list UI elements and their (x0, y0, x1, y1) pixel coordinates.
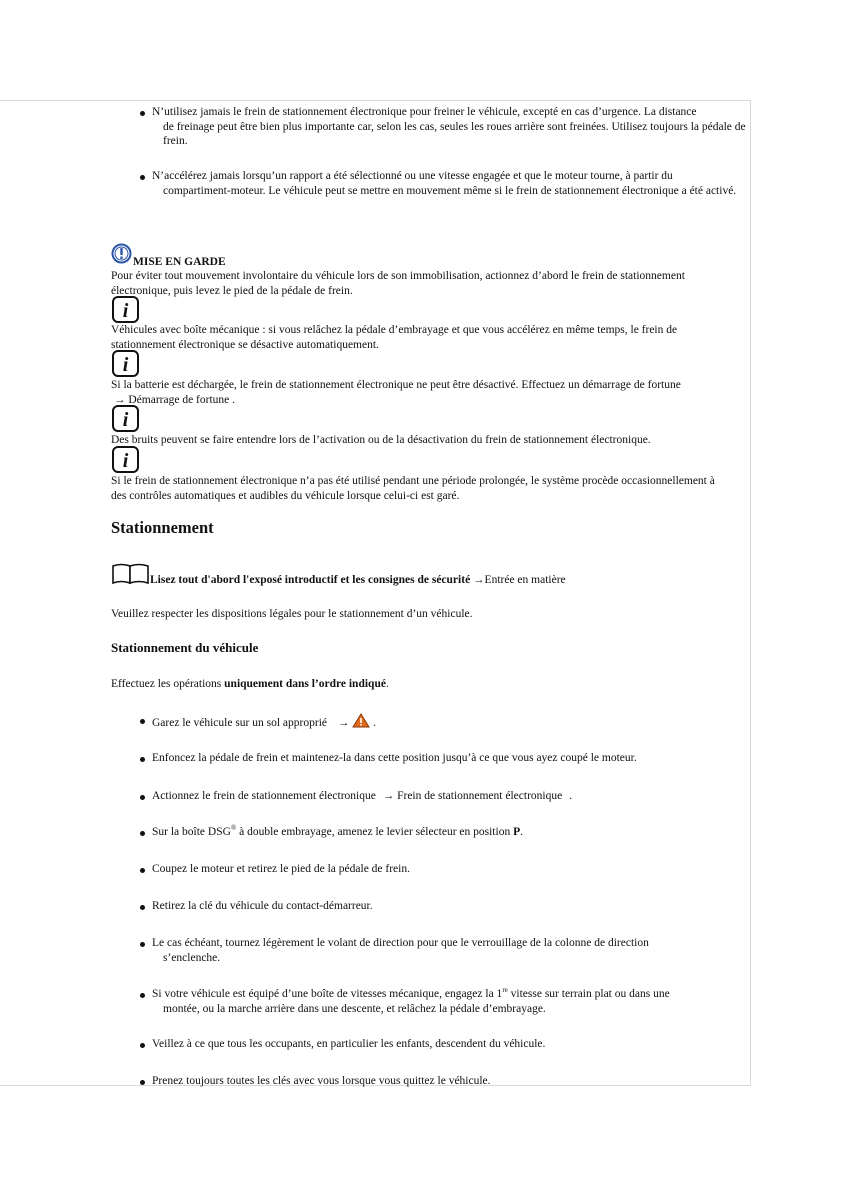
order-text: Effectuez les opérations uniquement dans l’ordre indiqué. (111, 678, 389, 690)
list-item: Sur la boîte DSG® à double embrayage, amenez le levier sélecteur en position P. (137, 825, 752, 840)
book-icon (111, 562, 151, 586)
warning-heading: MISE EN GARDE (133, 256, 226, 268)
list-item: Prenez toujours toutes les clés avec vous lorsque vous quittez le véhicule. (137, 1074, 752, 1089)
list-item (137, 105, 752, 149)
svg-text:i: i (122, 450, 129, 472)
svg-text:i: i (122, 409, 129, 431)
list-item: Garez le véhicule sur un sol approprié → . (137, 713, 752, 731)
warning-circle-icon (111, 243, 132, 264)
demarrage-link[interactable]: → Démarrage de fortune (114, 393, 230, 406)
note-text: Des bruits peuvent se faire entendre lors de l’activation ou de la désactivation du frein de stationnement électronique. (111, 434, 651, 446)
legal-text: Veuillez respecter les dispositions légales pour le stationnement d’un véhicule. (111, 608, 473, 620)
list-item: Retirez la clé du véhicule du contact-démarreur. (137, 899, 752, 914)
info-icon (111, 405, 140, 432)
info-icon (111, 296, 140, 323)
svg-text:i: i (122, 354, 129, 376)
bullet-text-continued: compartiment-moteur. Le véhicule peut se mettre en mouvement même si le frein de stationnement électronique a été activé. (163, 184, 737, 197)
list-item: Coupez le moteur et retirez le pied de la pédale de frein. (137, 862, 752, 877)
subsection-title: Stationnement du véhicule (111, 640, 259, 655)
section-title: Stationnement (111, 518, 214, 537)
info-icon (111, 446, 140, 473)
list-item: Le cas échéant, tournez légèrement le volant de direction pour que le verrouillage de la colonne de direction s’enclenche. (137, 936, 752, 965)
info-icon (111, 350, 140, 377)
list-item: Veillez à ce que tous les occupants, en particulier les enfants, descendent du véhicule. (137, 1037, 752, 1052)
note-text: Si le frein de stationnement électronique n’a pas été utilisé pendant une période prolongée, le système procède occasionnellement à des contrôles automatiques et audibles du véhicule lorsque celui-ci est garé. (111, 475, 715, 502)
frein-link[interactable]: → Frein de stationnement électronique (382, 790, 563, 802)
list-item: Si votre véhicule est équipé d’une boîte de vitesses mécanique, engagez la 1re vitesse sur terrain plat ou dans une montée, ou la marche arrière dans une descente, et relâchez la pédale d’embrayage. (137, 987, 752, 1016)
bullet-text: N’utilisez jamais le frein de stationnement électronique pour freiner le véhicule, excepté en cas d’urgence. La distance (152, 106, 697, 118)
note-text: Si la batterie est déchargée, le frein de stationnement électronique ne peut être désactivé. Effectuez un démarrage de fortune → Démarrage de fortune . (111, 379, 681, 406)
list-item (137, 169, 752, 198)
hazard-icon[interactable] (352, 713, 370, 728)
list-item: Actionnez le frein de stationnement électronique → Frein de stationnement électronique . (137, 789, 752, 804)
warning-text: Pour éviter tout mouvement involontaire du véhicule lors de son immobilisation, actionnez d’abord le frein de stationnement électronique, puis levez le pied de la pédale de frein. (111, 270, 685, 297)
entree-link[interactable]: →Entrée en matière (473, 574, 566, 586)
bullet-text: N’accélérez jamais lorsqu’un rapport a été sélectionné ou une vitesse engagée et que le moteur tourne, à partir du (152, 170, 673, 182)
note-text: Véhicules avec boîte mécanique : si vous relâchez la pédale d’embrayage et que vous accélérez en même temps, le frein de stationnement électronique se désactive automatiquement. (111, 324, 678, 351)
bullet-text-continued: de freinage peut être bien plus importante car, selon les cas, seules les roues arrière sont freinées. Utilisez toujours la pédale de frein. (163, 120, 746, 147)
svg-text:i: i (122, 300, 129, 322)
list-item: Enfoncez la pédale de frein et maintenez-la dans cette position jusqu’à ce que vous ayez coupé le moteur. (137, 751, 752, 766)
intro-line: Lisez tout d'abord l'exposé introductif et les consignes de sécurité →Entrée en matière (150, 574, 566, 586)
